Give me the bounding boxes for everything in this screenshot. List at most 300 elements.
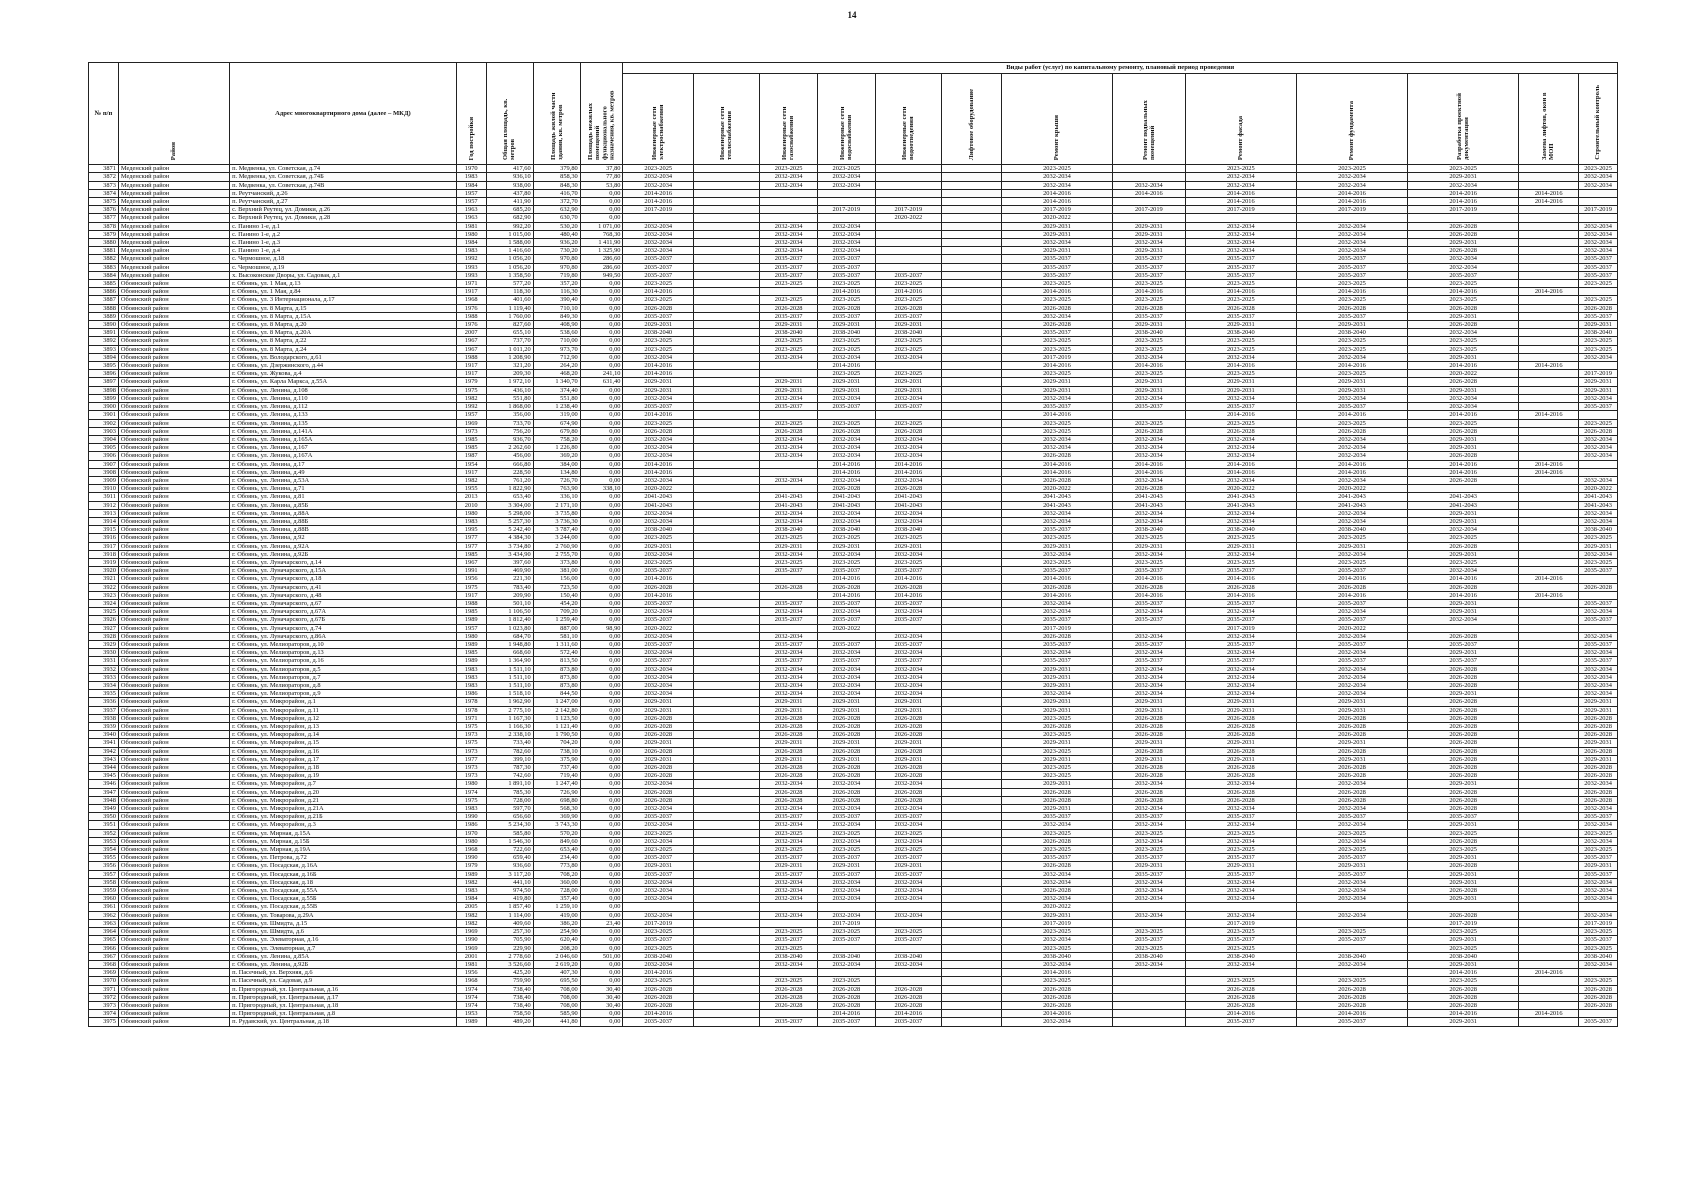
table-row — [89, 493, 1618, 501]
cell-district: Обоянский район — [118, 723, 229, 731]
cell-control-period: 2032-2034 — [1579, 239, 1618, 247]
cell-nonres-area: 0,00 — [580, 312, 623, 320]
cell-district: Обоянский район — [118, 698, 229, 706]
cell-address: с. Верхний Реутец, ул. Домики, д.28 — [230, 214, 457, 222]
cell-district: Обоянский район — [118, 960, 229, 968]
cell-total-area: 3 117,20 — [486, 870, 533, 878]
cell-water-period: 2029-2031 — [818, 321, 876, 329]
cell-roof-period: 2020-2022 — [1001, 485, 1112, 493]
cell-control-period: 2032-2034 — [1579, 878, 1618, 886]
cell-nonres-area: 0,00 — [580, 608, 623, 616]
cell-control-period: 2023-2025 — [1579, 829, 1618, 837]
cell-docs-period — [1408, 903, 1519, 911]
cell-lift-period — [942, 903, 1002, 911]
cell-heat-period — [694, 698, 760, 706]
cell-living-area: 973,70 — [533, 345, 580, 353]
cell-water-period: 2014-2016 — [818, 575, 876, 583]
cell-total-area: 425,20 — [486, 969, 533, 977]
cell-electric-period: 2026-2028 — [623, 714, 694, 722]
cell-foundation-period: 2023-2025 — [1296, 558, 1407, 566]
cell-district: Обоянский район — [118, 837, 229, 845]
table-row — [89, 591, 1618, 599]
cell-total-area: 738,40 — [486, 993, 533, 1001]
cell-row-number: 3966 — [89, 944, 119, 952]
cell-year-built: 1957 — [456, 189, 486, 197]
cell-meters-period — [1519, 345, 1579, 353]
cell-control-period: 2032-2034 — [1579, 821, 1618, 829]
cell-sewer-period: 2029-2031 — [875, 706, 941, 714]
cell-nonres-area: 286,60 — [580, 263, 623, 271]
table-row — [89, 952, 1618, 960]
cell-district: Обоянский район — [118, 690, 229, 698]
cell-total-area: 209,30 — [486, 370, 533, 378]
cell-row-number: 3958 — [89, 878, 119, 886]
cell-district: Меденский район — [118, 255, 229, 263]
cell-control-period: 2032-2034 — [1579, 780, 1618, 788]
cell-basement-period — [1113, 198, 1186, 206]
cell-water-period: 2029-2031 — [818, 739, 876, 747]
cell-meters-period — [1519, 394, 1579, 402]
cell-basement-period: 2035-2037 — [1113, 567, 1186, 575]
cell-living-area: 1 259,10 — [533, 903, 580, 911]
cell-row-number: 3913 — [89, 509, 119, 517]
cell-gas-period: 2026-2028 — [760, 747, 818, 755]
cell-address: г. Обоянь, ул. Ленина, д.92Б — [230, 550, 457, 558]
cell-nonres-area: 0,00 — [580, 706, 623, 714]
cell-water-period: 2014-2016 — [818, 362, 876, 370]
cell-total-area: 1 588,00 — [486, 239, 533, 247]
cell-address: с. Чермошное, д.18 — [230, 255, 457, 263]
cell-row-number: 3896 — [89, 370, 119, 378]
cell-facade-period: 2035-2037 — [1185, 1018, 1296, 1026]
cell-roof-period: 2035-2037 — [1001, 403, 1112, 411]
cell-control-period: 2041-2043 — [1579, 493, 1618, 501]
cell-gas-period: 2035-2037 — [760, 263, 818, 271]
cell-docs-period: 2026-2028 — [1408, 772, 1519, 780]
cell-lift-period — [942, 198, 1002, 206]
cell-year-built: 1969 — [456, 419, 486, 427]
col-living-area: Площадь жилой части здания, кв. метров — [533, 63, 580, 165]
cell-heat-period — [694, 288, 760, 296]
cell-nonres-area: 0,00 — [580, 427, 623, 435]
cell-basement-period: 2032-2034 — [1113, 550, 1186, 558]
cell-meters-period — [1519, 837, 1579, 845]
cell-docs-period: 2020-2022 — [1408, 370, 1519, 378]
cell-electric-period: 2029-2031 — [623, 542, 694, 550]
table-row — [89, 189, 1618, 197]
cell-lift-period — [942, 706, 1002, 714]
cell-heat-period — [694, 386, 760, 394]
cell-basement-period: 2026-2028 — [1113, 485, 1186, 493]
cell-total-area: 551,80 — [486, 394, 533, 402]
cell-row-number: 3962 — [89, 911, 119, 919]
cell-total-area: 759,90 — [486, 977, 533, 985]
cell-address: г. Обоянь, ул. Луначарского, д.18 — [230, 575, 457, 583]
cell-meters-period — [1519, 952, 1579, 960]
cell-facade-period — [1185, 903, 1296, 911]
cell-foundation-period: 2023-2025 — [1296, 370, 1407, 378]
cell-roof-period: 2032-2034 — [1001, 173, 1112, 181]
cell-meters-period — [1519, 517, 1579, 525]
cell-foundation-period: 2032-2034 — [1296, 632, 1407, 640]
cell-foundation-period: 2029-2031 — [1296, 739, 1407, 747]
cell-living-area: 3 736,30 — [533, 517, 580, 525]
cell-sewer-period: 2026-2028 — [875, 772, 941, 780]
cell-total-area: 397,60 — [486, 558, 533, 566]
cell-year-built: 1987 — [456, 452, 486, 460]
cell-living-area: 208,20 — [533, 944, 580, 952]
cell-heat-period — [694, 460, 760, 468]
cell-sewer-period: 2023-2025 — [875, 345, 941, 353]
cell-electric-period: 2023-2025 — [623, 534, 694, 542]
table-row — [89, 247, 1618, 255]
cell-year-built: 1982 — [456, 476, 486, 484]
cell-lift-period — [942, 271, 1002, 279]
cell-electric-period: 2014-2016 — [623, 362, 694, 370]
cell-docs-period: 2029-2031 — [1408, 550, 1519, 558]
cell-electric-period: 2032-2034 — [623, 665, 694, 673]
cell-meters-period — [1519, 452, 1579, 460]
cell-docs-period: 2026-2028 — [1408, 673, 1519, 681]
cell-docs-period: 2026-2028 — [1408, 862, 1519, 870]
cell-meters-period — [1519, 329, 1579, 337]
cell-gas-period — [760, 206, 818, 214]
cell-living-area: 3 787,40 — [533, 526, 580, 534]
cell-heat-period — [694, 731, 760, 739]
cell-nonres-area: 0,00 — [580, 911, 623, 919]
cell-total-area: 2 775,10 — [486, 706, 533, 714]
cell-living-area: 1 121,40 — [533, 723, 580, 731]
cell-docs-period: 2026-2028 — [1408, 230, 1519, 238]
cell-total-area: 489,20 — [486, 1018, 533, 1026]
cell-meters-period — [1519, 960, 1579, 968]
cell-address: с. Панино 1-е, д.1 — [230, 222, 457, 230]
cell-electric-period: 2026-2028 — [623, 723, 694, 731]
cell-water-period: 2029-2031 — [818, 542, 876, 550]
cell-gas-period: 2023-2025 — [760, 345, 818, 353]
cell-gas-period: 2026-2028 — [760, 993, 818, 1001]
cell-meters-period — [1519, 665, 1579, 673]
cell-lift-period — [942, 805, 1002, 813]
cell-roof-period: 2023-2025 — [1001, 731, 1112, 739]
cell-roof-period: 2032-2034 — [1001, 870, 1112, 878]
cell-docs-period: 2023-2025 — [1408, 829, 1519, 837]
cell-district: Обоянский район — [118, 550, 229, 558]
cell-basement-period: 2026-2028 — [1113, 427, 1186, 435]
cell-year-built: 1967 — [456, 345, 486, 353]
cell-year-built: 1983 — [456, 887, 486, 895]
cell-meters-period — [1519, 813, 1579, 821]
cell-row-number: 3946 — [89, 780, 119, 788]
cell-row-number: 3919 — [89, 558, 119, 566]
table-row — [89, 271, 1618, 279]
cell-row-number: 3901 — [89, 411, 119, 419]
cell-basement-period: 2023-2025 — [1113, 558, 1186, 566]
cell-docs-period: 2026-2028 — [1408, 985, 1519, 993]
cell-district: Обоянский район — [118, 977, 229, 985]
cell-foundation-period: 2032-2034 — [1296, 394, 1407, 402]
cell-docs-period: 2029-2031 — [1408, 509, 1519, 517]
cell-total-area: 221,30 — [486, 575, 533, 583]
cell-living-area: 873,80 — [533, 665, 580, 673]
cell-basement-period — [1113, 411, 1186, 419]
col-address: Адрес многоквартирного дома (далее – МКД) — [230, 63, 457, 165]
cell-nonres-area: 0,00 — [580, 837, 623, 845]
cell-heat-period — [694, 411, 760, 419]
cell-district: Обоянский район — [118, 526, 229, 534]
table-row — [89, 329, 1618, 337]
cell-address: г. Обоянь, ул. Дзержинского, д.44 — [230, 362, 457, 370]
cell-district: Обоянский район — [118, 608, 229, 616]
cell-gas-period — [760, 903, 818, 911]
cell-lift-period — [942, 214, 1002, 222]
cell-docs-period: 2026-2028 — [1408, 723, 1519, 731]
cell-basement-period — [1113, 919, 1186, 927]
cell-lift-period — [942, 337, 1002, 345]
cell-meters-period: 2014-2016 — [1519, 288, 1579, 296]
cell-basement-period: 2032-2034 — [1113, 837, 1186, 845]
cell-meters-period — [1519, 796, 1579, 804]
cell-meters-period — [1519, 206, 1579, 214]
cell-docs-period: 2035-2037 — [1408, 657, 1519, 665]
table-row — [89, 419, 1618, 427]
cell-water-period — [818, 189, 876, 197]
cell-heat-period — [694, 903, 760, 911]
cell-water-period — [818, 198, 876, 206]
cell-docs-period: 2029-2031 — [1408, 936, 1519, 944]
cell-sewer-period: 2038-2040 — [875, 329, 941, 337]
cell-living-area: 530,20 — [533, 222, 580, 230]
cell-water-period: 2029-2031 — [818, 706, 876, 714]
cell-electric-period: 2038-2040 — [623, 952, 694, 960]
cell-nonres-area: 0,00 — [580, 206, 623, 214]
cell-basement-period: 2029-2031 — [1113, 321, 1186, 329]
cell-gas-period: 2035-2037 — [760, 1018, 818, 1026]
cell-nonres-area: 0,00 — [580, 887, 623, 895]
cell-heat-period — [694, 780, 760, 788]
cell-docs-period — [1408, 214, 1519, 222]
cell-living-area: 1 247,00 — [533, 698, 580, 706]
cell-year-built: 1981 — [456, 222, 486, 230]
cell-year-built: 2007 — [456, 329, 486, 337]
cell-gas-period: 2026-2028 — [760, 796, 818, 804]
cell-row-number: 3971 — [89, 985, 119, 993]
cell-row-number: 3872 — [89, 173, 119, 181]
cell-water-period: 2035-2037 — [818, 403, 876, 411]
cell-electric-period: 2029-2031 — [623, 739, 694, 747]
capital-repair-table — [88, 62, 1618, 1027]
cell-address: г. Обоянь, ул. Луначарского, д.67 — [230, 599, 457, 607]
cell-docs-period: 2026-2028 — [1408, 739, 1519, 747]
cell-docs-period: 2026-2028 — [1408, 805, 1519, 813]
cell-total-area: 1 056,20 — [486, 263, 533, 271]
cell-row-number: 3898 — [89, 386, 119, 394]
cell-address: г. Обоянь, ул. Посадская, д.55Б — [230, 895, 457, 903]
cell-control-period: 2029-2031 — [1579, 321, 1618, 329]
cell-district: Меденский район — [118, 165, 229, 173]
cell-water-period: 2026-2028 — [818, 985, 876, 993]
cell-heat-period — [694, 230, 760, 238]
cell-basement-period: 2032-2034 — [1113, 780, 1186, 788]
cell-row-number: 3903 — [89, 427, 119, 435]
col-electric: Инженерные сети электроснабжения — [623, 74, 694, 165]
cell-facade-period: 2023-2025 — [1185, 829, 1296, 837]
cell-lift-period — [942, 1018, 1002, 1026]
cell-facade-period: 2014-2016 — [1185, 575, 1296, 583]
cell-meters-period — [1519, 1018, 1579, 1026]
cell-district: Обоянский район — [118, 640, 229, 648]
cell-district: Обоянский район — [118, 673, 229, 681]
cell-electric-period: 2035-2037 — [623, 567, 694, 575]
cell-docs-period: 2032-2034 — [1408, 403, 1519, 411]
cell-year-built: 1982 — [456, 394, 486, 402]
cell-facade-period: 2032-2034 — [1185, 222, 1296, 230]
cell-sewer-period: 2026-2028 — [875, 747, 941, 755]
cell-water-period: 2026-2028 — [818, 583, 876, 591]
cell-address: г. Обоянь, ул. Луначарского, д.41 — [230, 583, 457, 591]
cell-gas-period — [760, 214, 818, 222]
cell-heat-period — [694, 345, 760, 353]
cell-foundation-period: 2029-2031 — [1296, 755, 1407, 763]
cell-control-period: 2032-2034 — [1579, 690, 1618, 698]
cell-gas-period: 2032-2034 — [760, 895, 818, 903]
cell-sewer-period — [875, 977, 941, 985]
cell-roof-period: 2032-2034 — [1001, 878, 1112, 886]
cell-meters-period — [1519, 558, 1579, 566]
cell-lift-period — [942, 263, 1002, 271]
cell-year-built: 1973 — [456, 764, 486, 772]
table-row — [89, 739, 1618, 747]
col-year: Год постройки — [456, 63, 486, 165]
cell-basement-period: 2035-2037 — [1113, 616, 1186, 624]
cell-living-area: 936,20 — [533, 239, 580, 247]
cell-district: Обоянский район — [118, 583, 229, 591]
cell-total-area: 257,30 — [486, 928, 533, 936]
cell-year-built: 1979 — [456, 378, 486, 386]
cell-total-area: 229,90 — [486, 944, 533, 952]
cell-basement-period: 2032-2034 — [1113, 821, 1186, 829]
cell-water-period: 2038-2040 — [818, 952, 876, 960]
table-row — [89, 468, 1618, 476]
cell-meters-period: 2014-2016 — [1519, 969, 1579, 977]
cell-foundation-period: 2026-2028 — [1296, 714, 1407, 722]
cell-roof-period: 2014-2016 — [1001, 591, 1112, 599]
cell-sewer-period: 2026-2028 — [875, 583, 941, 591]
cell-nonres-area: 0,00 — [580, 969, 623, 977]
cell-facade-period: 2014-2016 — [1185, 288, 1296, 296]
cell-sewer-period: 2035-2037 — [875, 599, 941, 607]
cell-basement-period: 2029-2031 — [1113, 755, 1186, 763]
cell-facade-period: 2032-2034 — [1185, 173, 1296, 181]
table-row — [89, 337, 1618, 345]
cell-facade-period: 2032-2034 — [1185, 665, 1296, 673]
cell-basement-period: 2035-2037 — [1113, 599, 1186, 607]
cell-address: г. Обоянь, ул. Ленина, д.112 — [230, 403, 457, 411]
cell-roof-period: 2029-2031 — [1001, 247, 1112, 255]
cell-roof-period: 2032-2034 — [1001, 649, 1112, 657]
cell-meters-period — [1519, 846, 1579, 854]
cell-address: г. Обоянь, ул. Ленина, д.108 — [230, 386, 457, 394]
cell-heat-period — [694, 682, 760, 690]
cell-address: г. Обоянь, ул. Ленина, д.88Б — [230, 517, 457, 525]
cell-basement-period: 2029-2031 — [1113, 542, 1186, 550]
cell-foundation-period: 2029-2031 — [1296, 706, 1407, 714]
cell-basement-period: 2032-2034 — [1113, 665, 1186, 673]
cell-basement-period: 2035-2037 — [1113, 271, 1186, 279]
cell-control-period: 2035-2037 — [1579, 263, 1618, 271]
cell-foundation-period: 2026-2028 — [1296, 764, 1407, 772]
cell-living-area: 726,70 — [533, 476, 580, 484]
cell-facade-period: 2023-2025 — [1185, 558, 1296, 566]
cell-address: г. Обоянь, ул. Мирная, д.15Б — [230, 837, 457, 845]
cell-gas-period: 2035-2037 — [760, 870, 818, 878]
cell-nonres-area: 0,00 — [580, 977, 623, 985]
cell-basement-period: 2035-2037 — [1113, 640, 1186, 648]
cell-living-area: 719,40 — [533, 772, 580, 780]
cell-total-area: 728,00 — [486, 796, 533, 804]
cell-address: с. Панино 1-е, д.3 — [230, 239, 457, 247]
cell-water-period: 2032-2034 — [818, 960, 876, 968]
cell-district: Обоянский район — [118, 862, 229, 870]
table-row — [89, 608, 1618, 616]
cell-electric-period: 2032-2034 — [623, 805, 694, 813]
cell-basement-period: 2029-2031 — [1113, 378, 1186, 386]
cell-row-number: 3884 — [89, 271, 119, 279]
cell-nonres-area: 0,00 — [580, 665, 623, 673]
cell-electric-period: 2032-2034 — [623, 435, 694, 443]
cell-roof-period: 2032-2034 — [1001, 821, 1112, 829]
cell-docs-period: 2023-2025 — [1408, 280, 1519, 288]
cell-facade-period: 2023-2025 — [1185, 977, 1296, 985]
cell-control-period: 2041-2043 — [1579, 501, 1618, 509]
cell-sewer-period — [875, 903, 941, 911]
col-sewer: Инженерные сети водоотведения — [875, 74, 941, 165]
cell-address: г. Обоянь, ул. Ленина, д.110 — [230, 394, 457, 402]
cell-lift-period — [942, 821, 1002, 829]
cell-control-period: 2026-2028 — [1579, 764, 1618, 772]
table-row — [89, 534, 1618, 542]
cell-lift-period — [942, 558, 1002, 566]
cell-basement-period — [1113, 1010, 1186, 1018]
table-row — [89, 304, 1618, 312]
cell-district: Обоянский район — [118, 928, 229, 936]
cell-foundation-period: 2032-2034 — [1296, 665, 1407, 673]
cell-year-built: 1977 — [456, 534, 486, 542]
table-row — [89, 813, 1618, 821]
cell-lift-period — [942, 952, 1002, 960]
cell-facade-period: 2032-2034 — [1185, 452, 1296, 460]
cell-lift-period — [942, 608, 1002, 616]
table-row — [89, 747, 1618, 755]
cell-row-number: 3961 — [89, 903, 119, 911]
table-row — [89, 362, 1618, 370]
cell-facade-period: 2032-2034 — [1185, 435, 1296, 443]
cell-district: Обоянский район — [118, 911, 229, 919]
cell-row-number: 3942 — [89, 747, 119, 755]
cell-meters-period — [1519, 911, 1579, 919]
cell-meters-period — [1519, 714, 1579, 722]
cell-meters-period — [1519, 1001, 1579, 1009]
cell-district: Обоянский район — [118, 501, 229, 509]
cell-sewer-period: 2032-2034 — [875, 911, 941, 919]
cell-living-area: 379,80 — [533, 165, 580, 173]
table-row — [89, 977, 1618, 985]
cell-row-number: 3916 — [89, 534, 119, 542]
cell-control-period — [1579, 624, 1618, 632]
table-row — [89, 723, 1618, 731]
cell-row-number: 3940 — [89, 731, 119, 739]
cell-year-built: 1988 — [456, 312, 486, 320]
